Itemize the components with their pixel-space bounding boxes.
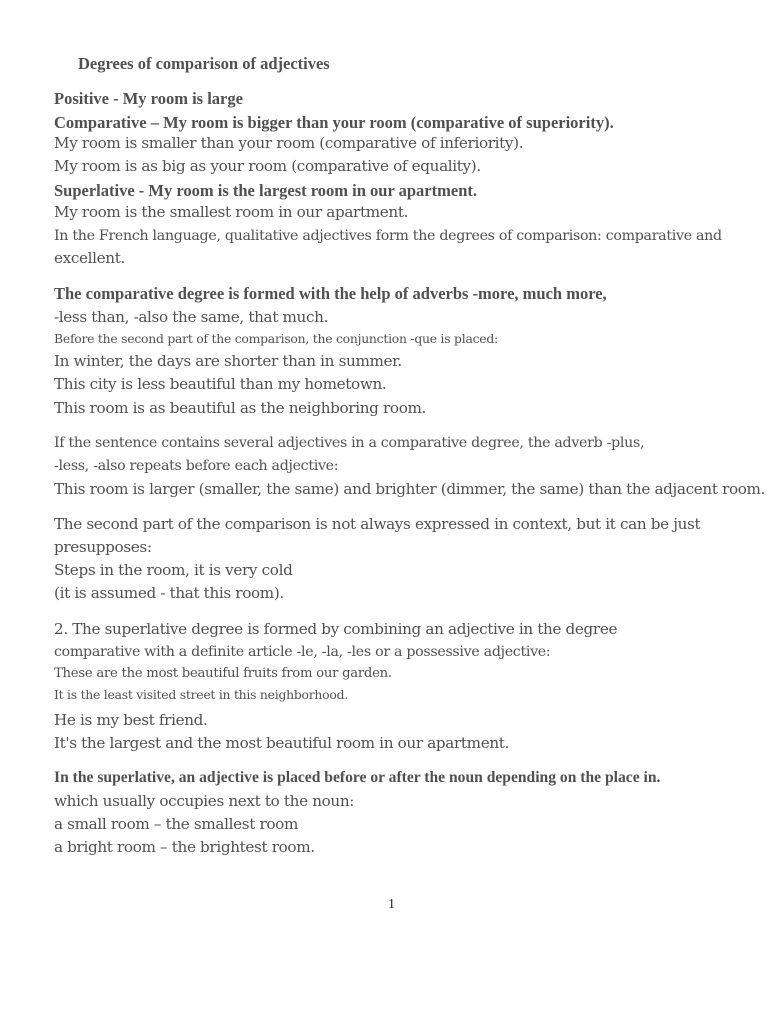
heading-superlative: Superlative - My room is the largest room in our apartment. [54,181,477,200]
page-title: Degrees of comparison of adjectives [78,54,330,73]
text-line: a bright room – the brightest room. [54,838,315,856]
text-line: He is my best friend. [54,711,208,729]
text-line: comparative with a definite article -le, -la, -les or a possessive adjective: [54,644,551,660]
heading-comparative: Comparative – My room is bigger than your room (comparative of superiority). [54,113,614,132]
text-line: My room is as big as your room (comparative of equality). [54,157,481,175]
text-line: The second part of the comparison is not always expressed in context, but it can be just [54,515,701,533]
text-line: If the sentence contains several adjectives in a comparative degree, the adverb -plus, [54,435,645,451]
text-line: -less than, -also the same, that much. [54,308,329,326]
text-line: (it is assumed - that this room). [54,584,284,602]
text-line: 2. The superlative degree is formed by combining an adjective in the degree [54,620,618,638]
heading-positive: Positive - My room is large [54,89,243,108]
text-line: excellent. [54,249,125,267]
text-line: Before the second part of the comparison, the conjunction -que is placed: [54,331,498,346]
text-line: presupposes: [54,538,152,556]
page-number: 1 [388,897,395,912]
text-line: -less, -also repeats before each adjective: [54,458,339,474]
text-line: My room is smaller than your room (comparative of inferiority). [54,134,524,152]
text-line: These are the most beautiful fruits from our garden. [54,666,392,681]
paragraph-heading: The comparative degree is formed with the help of adverbs -more, much more, [54,284,607,303]
text-line: It's the largest and the most beautiful room in our apartment. [54,734,510,752]
paragraph-heading: In the superlative, an adjective is placed before or after the noun depending on the place in. [54,769,661,786]
text-line: a small room – the smallest room [54,815,298,833]
text-line: In the French language, qualitative adjectives form the degrees of comparison: comparative and [54,228,722,244]
text-line: This city is less beautiful than my hometown. [54,375,387,393]
text-line: Steps in the room, it is very cold [54,561,293,579]
text-line: In winter, the days are shorter than in summer. [54,352,402,370]
text-line: This room is larger (smaller, the same) and brighter (dimmer, the same) than the adjacent room. [54,480,766,498]
text-line: My room is the smallest room in our apartment. [54,203,409,221]
text-line: This room is as beautiful as the neighboring room. [54,399,427,417]
text-line: which usually occupies next to the noun: [54,792,355,810]
text-line: It is the least visited street in this neighborhood. [54,687,348,702]
